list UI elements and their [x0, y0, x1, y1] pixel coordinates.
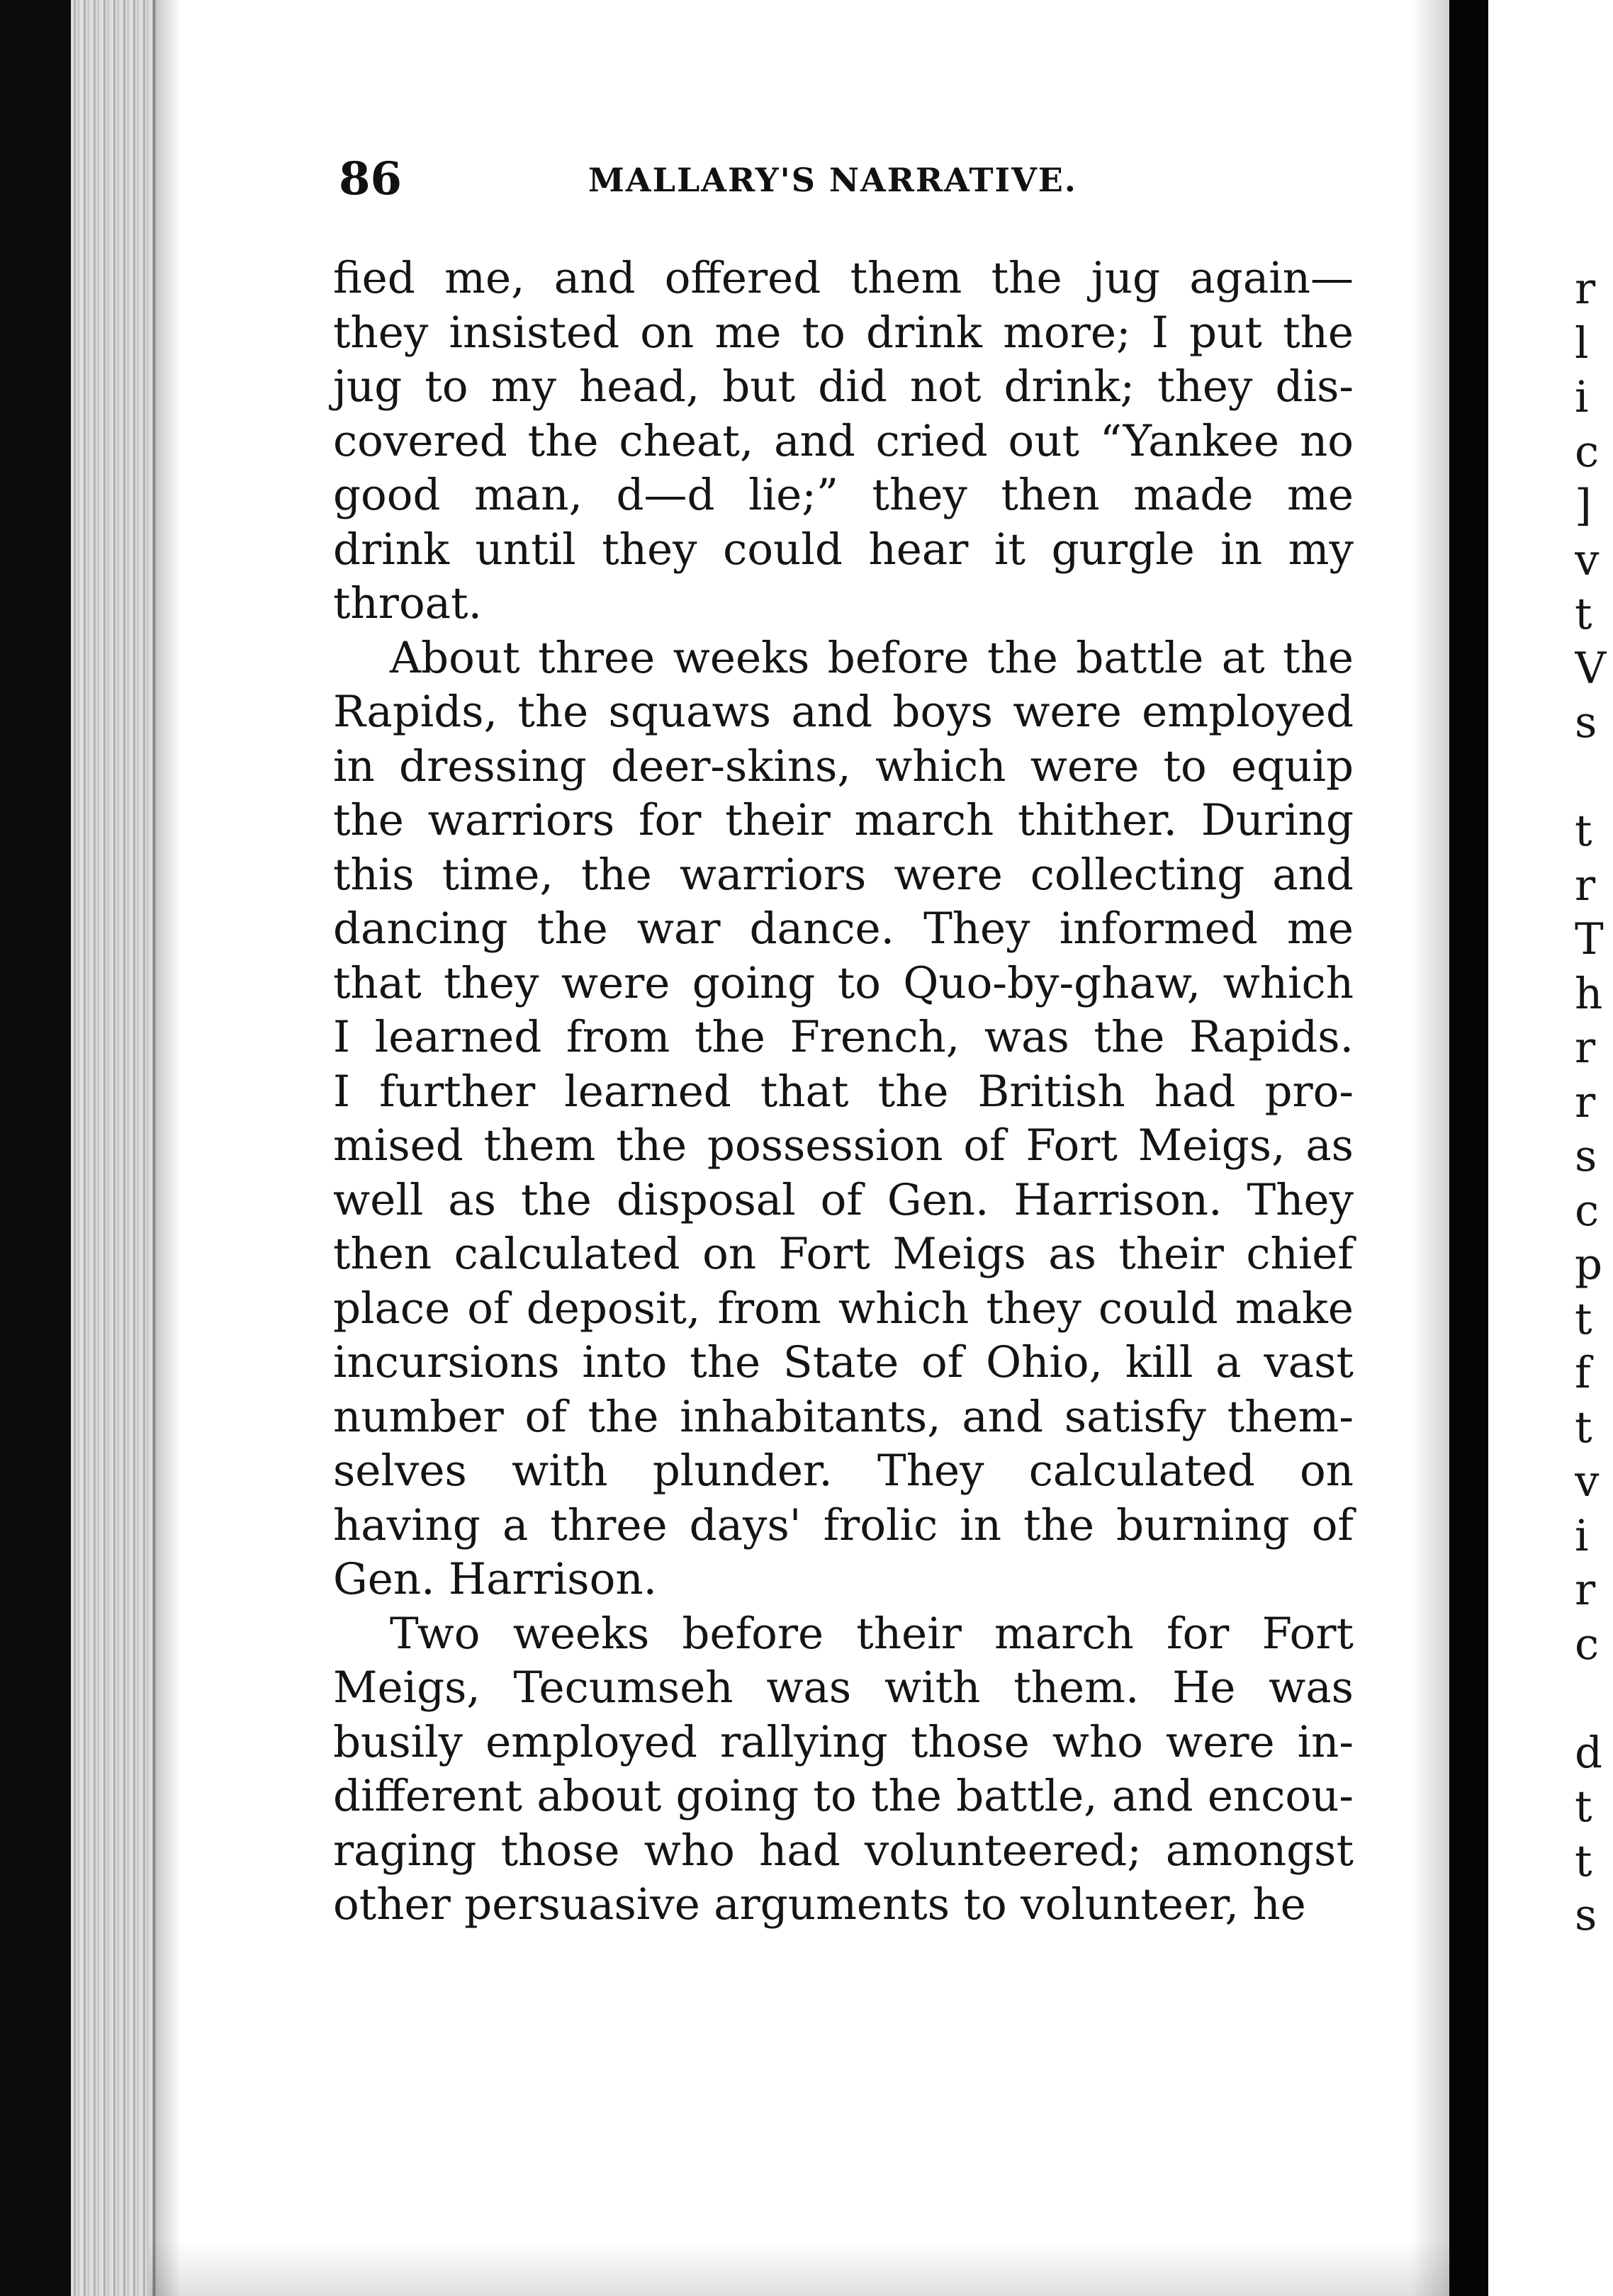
text-line: Rapids, the squaws and boys were employed	[333, 687, 1354, 737]
facing-page-letter: V	[1575, 643, 1607, 694]
text-line: number of the inhabitants, and satisfy them-	[333, 1391, 1354, 1442]
page-edge-shadow	[152, 0, 181, 2296]
facing-page-letter: T	[1575, 914, 1604, 964]
facing-page-letter: t	[1575, 1402, 1592, 1453]
book-page	[333, 152, 1354, 1932]
paragraph	[333, 1607, 1354, 1932]
text-line: jug to my head, but did not drink; they dis-	[333, 361, 1354, 412]
facing-page-letter: t	[1575, 1782, 1592, 1832]
book-gutter	[1449, 0, 1488, 2296]
text-line: they insisted on me to drink more; I put the	[333, 307, 1354, 358]
text-line: About three weeks before the battle at the	[390, 632, 1354, 683]
scan-dark-edge-left	[0, 0, 71, 2296]
text-line: having a three days' frolic in the burning of	[333, 1499, 1354, 1551]
text-line: different about going to the battle, and encou-	[333, 1771, 1354, 1821]
page-bottom-edge	[149, 2239, 1449, 2296]
text-line: well as the disposal of Gen. Harrison. They	[333, 1174, 1354, 1225]
facing-page-fragment	[1575, 262, 1613, 1943]
facing-page-letter: ]	[1575, 480, 1592, 531]
facing-page-letter	[1575, 1672, 1613, 1726]
facing-page-letter: l	[1575, 317, 1589, 368]
text-line: other persuasive arguments to volunteer, he	[333, 1879, 1306, 1930]
facing-page-letter: d	[1575, 1727, 1603, 1778]
facing-page-letter: p	[1575, 1239, 1603, 1290]
facing-page-letter: c	[1575, 1185, 1600, 1236]
facing-page-letter: i	[1575, 372, 1589, 422]
facing-page-letter: r	[1575, 860, 1596, 911]
facing-page-letter: f	[1575, 1348, 1591, 1398]
facing-page-letter: s	[1575, 697, 1597, 748]
text-line: place of deposit, from which they could make	[333, 1283, 1354, 1334]
facing-page-letter: r	[1575, 1565, 1596, 1615]
paragraph	[333, 252, 1354, 631]
text-line: raging those who had volunteered; amongst	[333, 1825, 1354, 1876]
text-line: that they were going to Quo-by-ghaw, which	[333, 957, 1354, 1008]
facing-page-letter: t	[1575, 1835, 1592, 1886]
text-line: this time, the warriors were collecting and	[333, 849, 1354, 900]
facing-page-letter: c	[1575, 426, 1600, 477]
text-line: I further learned that the British had pro-	[333, 1066, 1354, 1117]
paragraphs	[333, 252, 1354, 1932]
text-line: good man, d—d lie;” they then made me	[333, 470, 1354, 520]
running-head	[333, 152, 1354, 216]
paragraph	[333, 631, 1354, 1607]
facing-page-letter: v	[1575, 534, 1600, 585]
text-line: then calculated on Fort Meigs as their chief	[333, 1229, 1354, 1279]
page-number: 86	[339, 152, 403, 206]
text-line: in dressing deer-skins, which were to equip	[333, 741, 1354, 792]
facing-page-letter: t	[1575, 1293, 1592, 1344]
body-text	[333, 252, 1354, 1932]
facing-page-letter: h	[1575, 968, 1603, 1019]
facing-page-letter: s	[1575, 1131, 1597, 1181]
text-line: mised them the possession of Fort Meigs, as	[333, 1120, 1354, 1171]
text-line: incursions into the State of Ohio, kill a vast	[333, 1337, 1354, 1388]
facing-page-letter: v	[1575, 1456, 1600, 1507]
facing-page-letter: r	[1575, 264, 1596, 314]
text-line: selves with plunder. They calculated on	[333, 1446, 1354, 1496]
facing-page-letter: c	[1575, 1619, 1600, 1670]
facing-page-letter: r	[1575, 1023, 1596, 1073]
facing-page-letter: i	[1575, 1510, 1589, 1561]
text-line: throat.	[333, 578, 482, 629]
text-line: fied me, and offered them the jug again—	[333, 253, 1354, 303]
running-head-title: MALLARY'S NARRATIVE.	[588, 161, 1077, 199]
gutter-shade	[1410, 0, 1449, 2296]
text-line: the warriors for their march thither. During	[333, 795, 1354, 845]
text-line: drink until they could hear it gurgle in my	[333, 524, 1354, 575]
facing-page-letter: s	[1575, 1890, 1597, 1940]
text-line: dancing the war dance. They informed me	[333, 904, 1354, 954]
text-line: busily employed rallying those who were in-	[333, 1716, 1354, 1767]
facing-page-letter: t	[1575, 589, 1592, 639]
page-edge-strip	[71, 0, 156, 2296]
facing-page-letter	[1575, 750, 1613, 805]
facing-page-letter: t	[1575, 806, 1592, 856]
text-line: Meigs, Tecumseh was with them. He was	[333, 1662, 1354, 1713]
facing-page-letter: r	[1575, 1076, 1596, 1127]
text-line: covered the cheat, and cried out “Yankee no	[333, 415, 1354, 466]
text-line: I learned from the French, was the Rapids.	[333, 1012, 1354, 1062]
text-line: Gen. Harrison.	[333, 1554, 657, 1604]
text-line: Two weeks before their march for Fort	[390, 1608, 1354, 1659]
